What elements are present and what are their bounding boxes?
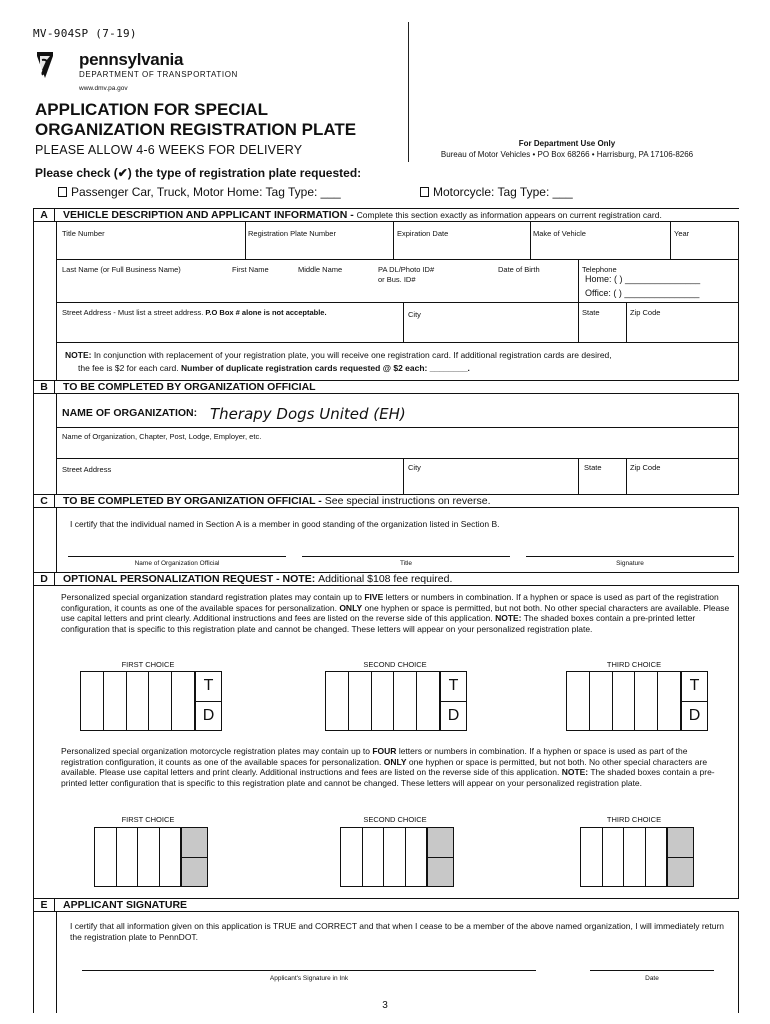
keystone-logo-icon [35, 50, 55, 80]
char-box[interactable] [127, 672, 150, 730]
standard-first-choice-label: FIRST CHOICE [121, 660, 175, 669]
org-zip-label: Zip Code [630, 463, 661, 472]
membership-certification: I certify that the individual named in Section A is a member in good standing of the organization listed in Section B. [70, 519, 500, 529]
section-b-title: TO BE COMPLETED BY ORGANIZATION OFFICIAL [63, 381, 316, 393]
passenger-checkbox[interactable] [58, 187, 67, 197]
title-number-label: Title Number [62, 229, 105, 238]
plate-number-label: Registration Plate Number [248, 229, 336, 238]
section-b-letter: B [33, 380, 55, 394]
duplicate-cards-field[interactable]: the fee is $2 for each card. Number of duplicate registration cards requested @ $2 each: ________. [78, 363, 470, 373]
char-box[interactable] [590, 672, 613, 730]
title-line-2: ORGANIZATION REGISTRATION PLATE [35, 120, 357, 139]
dob-label: Date of Birth [498, 265, 540, 274]
char-box[interactable] [95, 828, 117, 886]
official-signature-caption: Signature [616, 560, 644, 567]
department-name: DEPARTMENT OF TRANSPORTATION [79, 70, 238, 79]
standard-third-choice-label: THIRD CHOICE [606, 660, 662, 669]
char-box[interactable] [603, 828, 625, 886]
section-e-title: APPLICANT SIGNATURE [63, 899, 188, 911]
expiration-label: Expiration Date [397, 229, 449, 238]
applicant-certification: I certify that all information given on this application is TRUE and CORRECT and that when I cease to be a member of the above named organization, I will immediately return the registration plate to PennDOT. [70, 921, 725, 942]
prefilled-shaded-boxes [427, 828, 453, 886]
organization-name-field[interactable]: Therapy Dogs United (EH) [210, 405, 406, 423]
make-label: Make of Vehicle [533, 229, 586, 238]
page-number: 3 [382, 1000, 388, 1011]
year-label: Year [674, 229, 690, 238]
char-box[interactable] [117, 828, 139, 886]
motorcycle-third-choice-label: THIRD CHOICE [606, 815, 662, 824]
standard-plate-instructions: Personalized special organization standard registration plates may contain up to FIVE letters or numbers in combination. If a hyphen or space is used as part of the registration configuration, it counts as one of the available spaces for personalization. ONLY one hyphen or space is permitted, but not both. No other special characters are available. Please use capital letters and print clearly. Additional instructions and fees are listed on the reverse side of this application. NOTE: The shaded boxes contain a pre-printed letter configuration that is specific to this registration plate and cannot be changed. These letters will appear on your personalized registration plate. [61, 592, 730, 634]
office-phone-field[interactable]: Office: ( ) _______________ [585, 288, 700, 298]
char-box[interactable] [406, 828, 428, 886]
standard-second-choice-label: SECOND CHOICE [363, 660, 427, 669]
prefilled-shaded-boxes [667, 828, 693, 886]
org-street-label: Street Address [62, 465, 112, 474]
motorcycle-option-label: Motorcycle: Tag Type: ___ [433, 185, 573, 199]
delivery-notice: PLEASE ALLOW 4-6 WEEKS FOR DELIVERY [35, 143, 303, 157]
zip-label: Zip Code [630, 308, 661, 317]
prefilled-letters: T D [440, 672, 466, 730]
section-c-subtitle: See special instructions on reverse. [324, 495, 491, 507]
motorcycle-plate-instructions: Personalized special organization motorcycle registration plates may contain up to FOUR letters or numbers in combination. If a hyphen or space is used as part of the registration configuration, it counts as one of the available spaces for personalization. ONLY one hyphen or space is permitted, but not both. No other special characters are available. Please use capital letters and print clearly. Additional instructions and fees are listed on the reverse side of this application. NOTE: The shaded boxes contain a pre-printed letter configuration that is specific to this registration plate and cannot be changed. These letters will appear on your personalized registration plate. [61, 746, 715, 788]
section-d-letter: D [33, 572, 55, 586]
section-e-header [33, 898, 739, 912]
section-a-header [33, 208, 739, 222]
pa-dl-label: PA DL/Photo ID# [378, 265, 435, 274]
city-label: City [408, 310, 421, 319]
signature-date-caption: Date [645, 975, 659, 982]
char-box[interactable] [567, 672, 590, 730]
char-box[interactable] [613, 672, 636, 730]
official-title-line[interactable] [302, 556, 510, 557]
section-a-letter: A [33, 208, 55, 222]
motorcycle-first-choice-boxes[interactable] [94, 827, 208, 887]
street-address-label: Street Address - Must list a street address. P.O Box # alone is not acceptable. [62, 308, 327, 317]
standard-third-choice-boxes[interactable] [566, 671, 708, 731]
section-a-left-rule [56, 222, 57, 386]
official-title-caption: Title [399, 560, 413, 567]
passenger-option-label: Passenger Car, Truck, Motor Home: Tag Type: ___ [71, 185, 341, 199]
standard-second-choice-boxes[interactable] [325, 671, 467, 731]
prefilled-letters: T D [195, 672, 221, 730]
middle-name-label: Middle Name [298, 265, 343, 274]
form-title [35, 100, 415, 140]
char-box[interactable] [384, 828, 406, 886]
section-b-header [33, 380, 739, 394]
bus-id-label: or Bus. ID# [378, 275, 416, 284]
org-state-label: State [584, 463, 602, 472]
first-name-label: First Name [232, 265, 269, 274]
official-name-caption: Name of Organization Official [134, 560, 220, 567]
prefilled-letters: T D [681, 672, 707, 730]
section-c-letter: C [33, 494, 55, 508]
char-box[interactable] [363, 828, 385, 886]
bureau-address: Bureau of Motor Vehicles • PO Box 68266 • Harrisburg, PA 17106-8266 [440, 150, 694, 159]
applicant-signature-caption: Applicant's Signature in Ink [269, 975, 349, 982]
section-e-letter: E [33, 898, 55, 912]
section-d-header [33, 572, 739, 586]
motorcycle-second-choice-label: SECOND CHOICE [363, 815, 427, 824]
official-signature-line[interactable] [526, 556, 734, 557]
char-box[interactable] [635, 672, 658, 730]
char-box[interactable] [81, 672, 104, 730]
passenger-option[interactable] [58, 185, 341, 199]
brand-name: pennsylvania [79, 50, 184, 69]
char-box[interactable] [349, 672, 372, 730]
organization-name-help: Name of Organization, Chapter, Post, Lodge, Employer, etc. [62, 432, 262, 441]
website-url[interactable]: www.dmv.pa.gov [79, 85, 128, 92]
char-box[interactable] [149, 672, 172, 730]
char-box[interactable] [624, 828, 646, 886]
motorcycle-option[interactable] [420, 185, 573, 199]
char-box[interactable] [394, 672, 417, 730]
char-box[interactable] [341, 828, 363, 886]
section-d-subtitle: Additional $108 fee required. [318, 573, 453, 585]
motorcycle-third-choice-boxes[interactable] [580, 827, 694, 887]
state-label: State [582, 308, 600, 317]
section-d-title: OPTIONAL PERSONALIZATION REQUEST - NOTE: [63, 573, 319, 585]
applicant-signature-line[interactable] [82, 970, 536, 971]
home-phone-field[interactable]: Home: ( ) _______________ [585, 274, 701, 284]
char-box[interactable] [417, 672, 440, 730]
char-box[interactable] [658, 672, 681, 730]
motorcycle-checkbox[interactable] [420, 187, 429, 197]
official-name-line[interactable] [68, 556, 286, 557]
section-a-subtitle: Complete this section exactly as information appears on current registration card. [356, 210, 662, 220]
plate-type-prompt: Please check (✔) the type of registration plate requested: [35, 166, 362, 180]
char-box[interactable] [326, 672, 349, 730]
char-box[interactable] [138, 828, 160, 886]
form-number: MV-904SP (7-19) [33, 27, 137, 40]
char-box[interactable] [646, 828, 668, 886]
motorcycle-first-choice-label: FIRST CHOICE [121, 815, 175, 824]
title-line-1: APPLICATION FOR SPECIAL [35, 100, 268, 119]
char-box[interactable] [581, 828, 603, 886]
registration-card-note: NOTE: In conjunction with replacement of your registration plate, you will receive one registration card. If additional registration cards are desired, [65, 350, 612, 360]
org-city-label: City [408, 463, 421, 472]
prefilled-shaded-boxes [181, 828, 207, 886]
char-box[interactable] [160, 828, 182, 886]
standard-first-choice-boxes[interactable] [80, 671, 222, 731]
section-a-title: VEHICLE DESCRIPTION AND APPLICANT INFORMATION - [63, 209, 357, 221]
char-box[interactable] [104, 672, 127, 730]
header-divider [408, 22, 409, 162]
char-box[interactable] [372, 672, 395, 730]
section-c-title: TO BE COMPLETED BY ORGANIZATION OFFICIAL - [63, 495, 325, 507]
char-box[interactable] [172, 672, 195, 730]
signature-date-line[interactable] [590, 970, 714, 971]
organization-name-label: NAME OF ORGANIZATION: [62, 407, 198, 419]
section-c-header [33, 494, 739, 508]
department-use-label: For Department Use Only [518, 139, 616, 148]
last-name-label: Last Name (or Full Business Name) [62, 265, 181, 274]
telephone-label: Telephone [582, 265, 617, 274]
motorcycle-second-choice-boxes[interactable] [340, 827, 454, 887]
